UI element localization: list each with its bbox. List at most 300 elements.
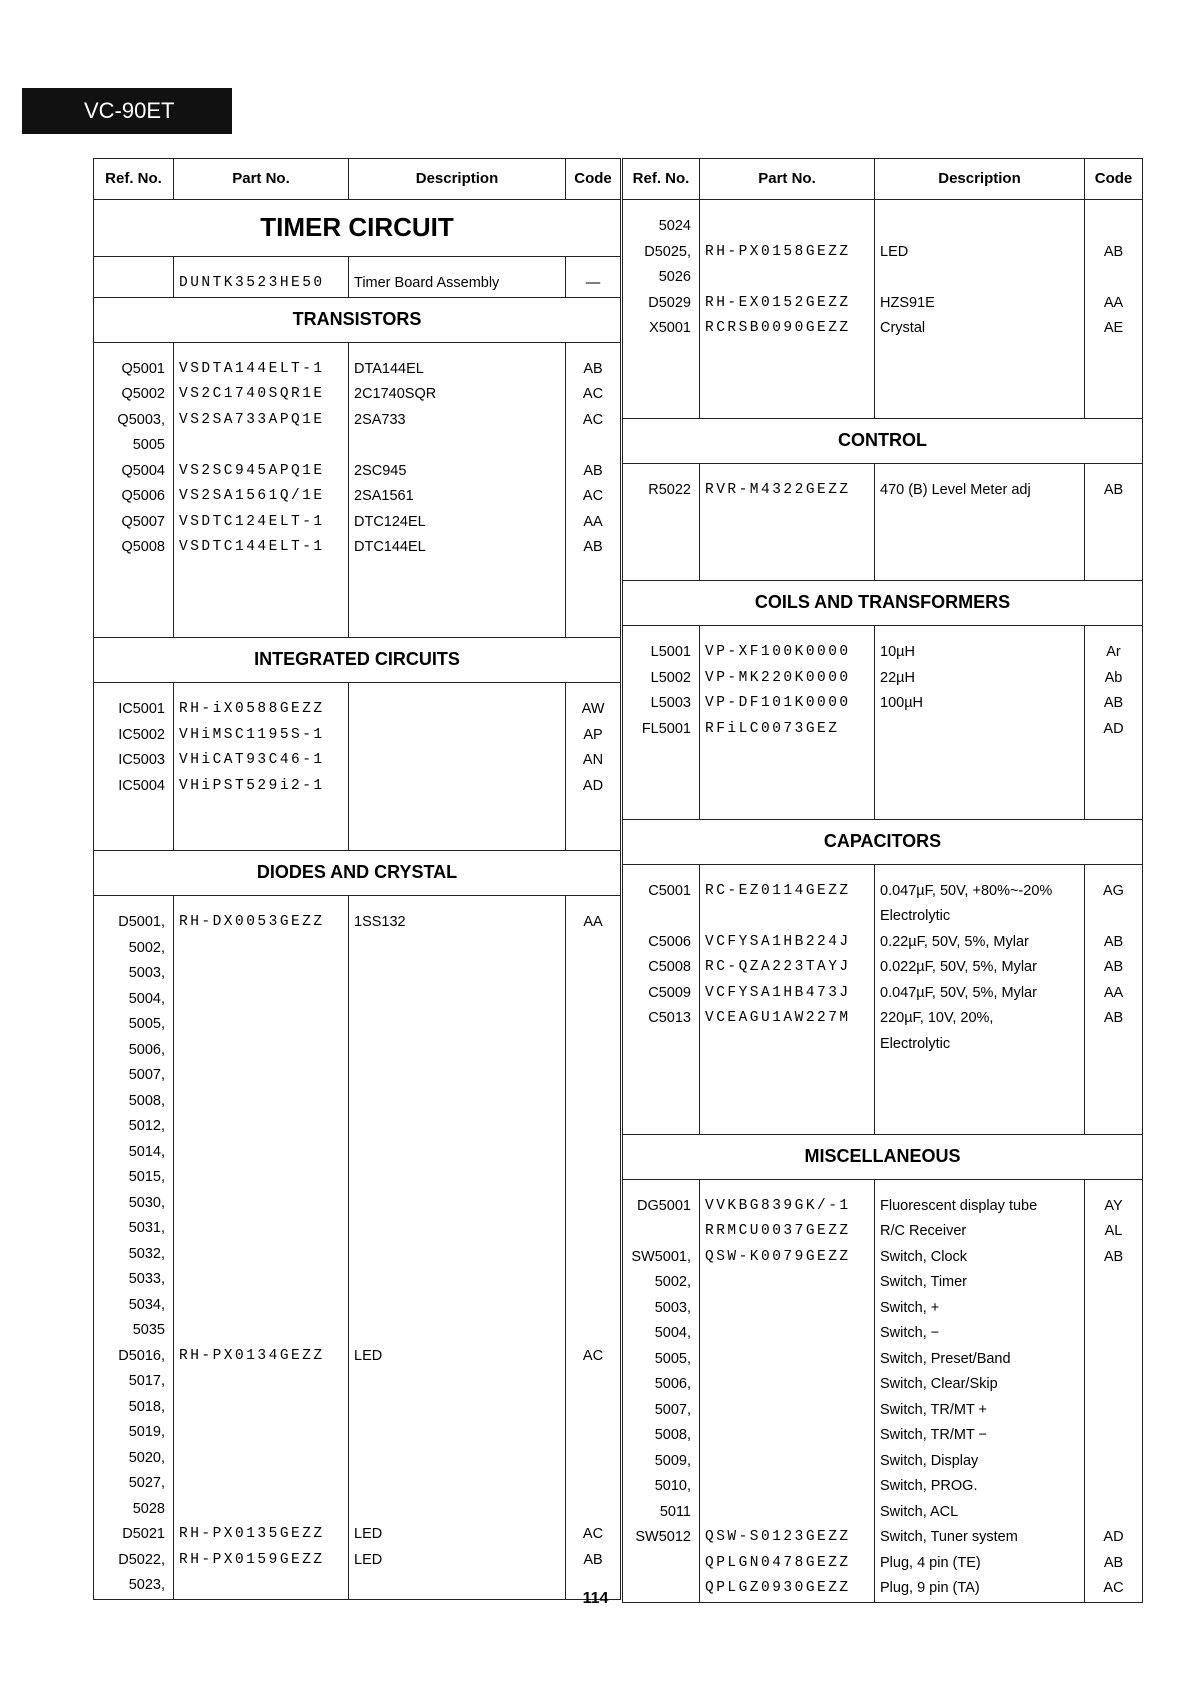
blank-cell (174, 799, 349, 825)
spacer-row (94, 683, 621, 698)
blank-cell (1085, 393, 1143, 419)
code-cell (1085, 1423, 1143, 1449)
ref-no-cell: IC5004 (94, 774, 174, 800)
description-cell (349, 1497, 566, 1523)
blank-cell (875, 555, 1085, 581)
description-cell: Electrolytic (875, 1032, 1085, 1058)
table-row (94, 408, 621, 434)
part-no-cell: RH-PX0158GEZZ (700, 240, 875, 266)
blank-cell (174, 586, 349, 612)
code-cell: AB (1085, 1006, 1143, 1032)
part-no-cell (174, 987, 349, 1013)
ref-no-cell: 5011 (623, 1500, 700, 1526)
part-no-cell (700, 1398, 875, 1424)
code-cell: AA (1085, 291, 1143, 317)
blank-cell (700, 1057, 875, 1083)
table-row (623, 265, 1143, 291)
description-cell: 2SC945 (349, 459, 566, 485)
ref-no-cell: 5009, (623, 1449, 700, 1475)
model-badge: VC-90ET (22, 88, 232, 134)
section-title: TRANSISTORS (94, 297, 621, 342)
blank-cell (566, 561, 621, 587)
description-cell (349, 987, 566, 1013)
blank-cell (700, 1108, 875, 1134)
table-row (94, 910, 621, 936)
blank-cell (700, 555, 875, 581)
part-no-cell: VCFYSA1HB224J (700, 930, 875, 956)
description-cell: Switch, TR/MT + (875, 1398, 1085, 1424)
spacer-cell (566, 257, 621, 272)
spacer-cell (700, 1179, 875, 1194)
code-cell (1085, 1474, 1143, 1500)
blank-cell (623, 342, 700, 368)
part-no-cell: VCFYSA1HB473J (700, 981, 875, 1007)
blank-cell (1085, 367, 1143, 393)
ref-no-cell: Q5001 (94, 357, 174, 383)
part-no-cell (174, 1140, 349, 1166)
parts-table-right (622, 158, 1143, 1603)
table-row (623, 717, 1143, 743)
part-no-cell (700, 1474, 875, 1500)
ref-no-cell (94, 271, 174, 297)
part-no-cell: RFiLC0073GEZ (700, 717, 875, 743)
code-cell (566, 1114, 621, 1140)
description-cell: 0.22µF, 50V, 5%, Mylar (875, 930, 1085, 956)
code-cell (566, 1242, 621, 1268)
ref-no-cell: 5005, (623, 1347, 700, 1373)
table-row (94, 697, 621, 723)
code-cell: AC (566, 382, 621, 408)
section-header (94, 851, 621, 896)
ref-no-cell: 5006, (94, 1038, 174, 1064)
col-desc-header: Description (349, 159, 566, 200)
description-cell: Switch, Display (875, 1449, 1085, 1475)
ref-no-cell: 5033, (94, 1267, 174, 1293)
description-cell: Fluorescent display tube (875, 1194, 1085, 1220)
part-no-cell (700, 1296, 875, 1322)
description-cell: Plug, 4 pin (TE) (875, 1551, 1085, 1577)
section-title: CONTROL (623, 419, 1143, 464)
part-no-cell (174, 1497, 349, 1523)
table-row (94, 1267, 621, 1293)
table-row (623, 1006, 1143, 1032)
ref-no-cell: 5017, (94, 1369, 174, 1395)
blank-cell (875, 1083, 1085, 1109)
ref-no-cell: 5018, (94, 1395, 174, 1421)
part-no-cell (700, 1423, 875, 1449)
table-row (94, 1012, 621, 1038)
part-no-cell: VP-DF101K0000 (700, 691, 875, 717)
table-row (94, 1548, 621, 1574)
col-part-header: Part No. (700, 159, 875, 200)
ref-no-cell: 5005, (94, 1012, 174, 1038)
table-row (623, 666, 1143, 692)
part-no-cell (174, 1446, 349, 1472)
table-row (94, 1522, 621, 1548)
part-no-cell: VSDTC144ELT-1 (174, 535, 349, 561)
ref-no-cell: X5001 (623, 316, 700, 342)
parts-table-left (93, 158, 621, 1600)
blank-cell (623, 555, 700, 581)
table-row (94, 1165, 621, 1191)
ref-no-cell: L5001 (623, 640, 700, 666)
code-cell: AB (1085, 930, 1143, 956)
spacer-cell (174, 342, 349, 357)
code-cell: AB (1085, 478, 1143, 504)
part-no-cell: VS2SA733APQ1E (174, 408, 349, 434)
table-row (94, 987, 621, 1013)
description-cell: Switch, − (875, 1321, 1085, 1347)
description-cell: DTC144EL (349, 535, 566, 561)
table-row (94, 1446, 621, 1472)
ref-no-cell: 5031, (94, 1216, 174, 1242)
spacer-cell (94, 683, 174, 698)
part-no-cell: VVKBG839GK/-1 (700, 1194, 875, 1220)
ref-no-cell: Q5002 (94, 382, 174, 408)
part-no-cell (700, 1449, 875, 1475)
ref-no-cell: D5022, (94, 1548, 174, 1574)
col-ref-header: Ref. No. (623, 159, 700, 200)
ref-no-cell: 5012, (94, 1114, 174, 1140)
table-row (94, 1344, 621, 1370)
description-cell: 1SS132 (349, 910, 566, 936)
blank-cell (623, 529, 700, 555)
spacer-cell (1085, 1179, 1143, 1194)
table-row (94, 1140, 621, 1166)
table-row (623, 1296, 1143, 1322)
part-no-cell (700, 1347, 875, 1373)
ref-no-cell: 5030, (94, 1191, 174, 1217)
blank-cell (1085, 555, 1143, 581)
code-cell: AB (566, 1548, 621, 1574)
blank-cell (94, 799, 174, 825)
blank-cell (1085, 342, 1143, 368)
code-cell: AA (566, 510, 621, 536)
spacer-cell (566, 342, 621, 357)
ref-no-cell: IC5002 (94, 723, 174, 749)
col-code-header: Code (1085, 159, 1143, 200)
spacer-row (94, 342, 621, 357)
spacer-cell (700, 864, 875, 879)
code-cell: AD (1085, 1525, 1143, 1551)
code-cell: Ab (1085, 666, 1143, 692)
ref-no-cell: 5002, (623, 1270, 700, 1296)
blank-cell (94, 586, 174, 612)
spacer-cell (349, 342, 566, 357)
blank-cell (700, 1083, 875, 1109)
table-row (623, 691, 1143, 717)
spacer-row (623, 626, 1143, 641)
spacer-cell (1085, 464, 1143, 479)
blank-cell (623, 367, 700, 393)
blank-cell (566, 612, 621, 638)
part-no-cell: QSW-S0123GEZZ (700, 1525, 875, 1551)
table-row (623, 955, 1143, 981)
part-no-cell (174, 1012, 349, 1038)
code-cell (566, 1063, 621, 1089)
spacer-cell (174, 896, 349, 911)
code-cell (566, 1293, 621, 1319)
part-no-cell (174, 1089, 349, 1115)
part-no-cell: RC-QZA223TAYJ (700, 955, 875, 981)
blank-cell (349, 561, 566, 587)
part-no-cell (174, 1420, 349, 1446)
description-cell (875, 265, 1085, 291)
table-row (623, 904, 1143, 930)
table-row (623, 1321, 1143, 1347)
code-cell (1085, 1449, 1143, 1475)
col-desc-header: Description (875, 159, 1085, 200)
ref-no-cell: FL5001 (623, 717, 700, 743)
part-no-cell: VS2SC945APQ1E (174, 459, 349, 485)
description-cell (349, 1318, 566, 1344)
spacer-cell (700, 200, 875, 215)
blank-cell (1085, 1083, 1143, 1109)
blank-cell (174, 561, 349, 587)
blank-cell (875, 1108, 1085, 1134)
code-cell: — (566, 271, 621, 297)
description-cell (349, 961, 566, 987)
description-cell: 220µF, 10V, 20%, (875, 1006, 1085, 1032)
section-title: TIMER CIRCUIT (94, 200, 621, 257)
blank-cell (623, 768, 700, 794)
description-cell (349, 1191, 566, 1217)
table-row (94, 1369, 621, 1395)
spacer-cell (623, 200, 700, 215)
description-cell: Timer Board Assembly (349, 271, 566, 297)
table-row (623, 1398, 1143, 1424)
part-no-cell (174, 1267, 349, 1293)
table-row (94, 1191, 621, 1217)
code-cell (1085, 265, 1143, 291)
code-cell (566, 1369, 621, 1395)
description-cell: Switch, PROG. (875, 1474, 1085, 1500)
table-row (94, 936, 621, 962)
spacer-cell (566, 683, 621, 698)
description-cell (349, 748, 566, 774)
table-row (623, 1500, 1143, 1526)
table-row (623, 1551, 1143, 1577)
ref-no-cell: 5008, (94, 1089, 174, 1115)
spacer-cell (1085, 864, 1143, 879)
table-row (94, 535, 621, 561)
ref-no-cell: 5020, (94, 1446, 174, 1472)
table-row (623, 478, 1143, 504)
ref-no-cell: 5032, (94, 1242, 174, 1268)
part-no-cell: VSDTC124ELT-1 (174, 510, 349, 536)
spacer-cell (700, 464, 875, 479)
table-row (623, 1525, 1143, 1551)
ref-no-cell: Q5003, (94, 408, 174, 434)
part-no-cell (700, 265, 875, 291)
code-cell: AN (566, 748, 621, 774)
table-row (623, 291, 1143, 317)
code-cell: AW (566, 697, 621, 723)
description-cell (349, 697, 566, 723)
blank-cell (623, 742, 700, 768)
ref-no-cell: 5026 (623, 265, 700, 291)
table-row (94, 484, 621, 510)
part-no-cell: RH-PX0135GEZZ (174, 1522, 349, 1548)
code-cell: AD (1085, 717, 1143, 743)
table-row (623, 640, 1143, 666)
description-cell: 0.047µF, 50V, +80%~-20% (875, 879, 1085, 905)
part-no-cell: RH-DX0053GEZZ (174, 910, 349, 936)
table-row (623, 1474, 1143, 1500)
spacer-row (94, 896, 621, 911)
ref-no-cell: 5006, (623, 1372, 700, 1398)
code-cell: AB (566, 535, 621, 561)
description-cell (349, 723, 566, 749)
blank-cell (875, 793, 1085, 819)
blank-row (623, 1108, 1143, 1134)
part-no-cell: RH-PX0134GEZZ (174, 1344, 349, 1370)
section-header (623, 419, 1143, 464)
description-cell: Switch, Tuner system (875, 1525, 1085, 1551)
code-cell (1085, 1321, 1143, 1347)
blank-cell (1085, 504, 1143, 530)
code-cell (566, 1191, 621, 1217)
description-cell: 0.047µF, 50V, 5%, Mylar (875, 981, 1085, 1007)
description-cell: 470 (B) Level Meter adj (875, 478, 1085, 504)
part-no-cell (174, 1293, 349, 1319)
ref-no-cell: R5022 (623, 478, 700, 504)
part-no-cell (174, 1038, 349, 1064)
table-row (623, 240, 1143, 266)
table-row (94, 1497, 621, 1523)
description-cell: Crystal (875, 316, 1085, 342)
description-cell (349, 1242, 566, 1268)
code-cell (566, 1497, 621, 1523)
blank-row (623, 529, 1143, 555)
part-no-cell: RRMCU0037GEZZ (700, 1219, 875, 1245)
part-no-cell (700, 214, 875, 240)
blank-cell (349, 825, 566, 851)
blank-cell (1085, 742, 1143, 768)
table-row (94, 1063, 621, 1089)
section-header (94, 638, 621, 683)
ref-no-cell: 5003, (623, 1296, 700, 1322)
blank-cell (623, 793, 700, 819)
part-no-cell (174, 936, 349, 962)
ref-no-cell: IC5003 (94, 748, 174, 774)
blank-row (94, 612, 621, 638)
table-row (94, 1114, 621, 1140)
description-cell: 0.022µF, 50V, 5%, Mylar (875, 955, 1085, 981)
code-cell (566, 936, 621, 962)
ref-no-cell: C5013 (623, 1006, 700, 1032)
code-cell (1085, 1032, 1143, 1058)
ref-no-cell: 5003, (94, 961, 174, 987)
part-no-cell: VP-XF100K0000 (700, 640, 875, 666)
blank-cell (566, 825, 621, 851)
blank-row (94, 825, 621, 851)
code-cell (566, 1089, 621, 1115)
code-cell: AC (566, 408, 621, 434)
page-number: 114 (582, 1590, 609, 1607)
description-cell: 22µH (875, 666, 1085, 692)
part-no-cell: VS2C1740SQR1E (174, 382, 349, 408)
description-cell (349, 1267, 566, 1293)
blank-cell (623, 1057, 700, 1083)
blank-cell (700, 529, 875, 555)
description-cell: Switch, ACL (875, 1500, 1085, 1526)
code-cell (566, 961, 621, 987)
code-cell: AY (1085, 1194, 1143, 1220)
part-no-cell: VHiCAT93C46-1 (174, 748, 349, 774)
code-cell (566, 1318, 621, 1344)
blank-cell (174, 825, 349, 851)
blank-cell (349, 586, 566, 612)
spacer-cell (623, 864, 700, 879)
ref-no-cell: SW5012 (623, 1525, 700, 1551)
description-cell: DTA144EL (349, 357, 566, 383)
spacer-cell (94, 257, 174, 272)
blank-row (94, 799, 621, 825)
description-cell (349, 1395, 566, 1421)
ref-no-cell: L5003 (623, 691, 700, 717)
part-no-cell: VP-MK220K0000 (700, 666, 875, 692)
description-cell (875, 214, 1085, 240)
description-cell (349, 1140, 566, 1166)
code-cell: AC (566, 1522, 621, 1548)
part-no-cell: RC-EZ0114GEZZ (700, 879, 875, 905)
part-no-cell (700, 1032, 875, 1058)
blank-cell (1085, 793, 1143, 819)
table-row (623, 981, 1143, 1007)
spacer-cell (875, 200, 1085, 215)
blank-row (623, 1083, 1143, 1109)
ref-no-cell: IC5001 (94, 697, 174, 723)
table-row (623, 1194, 1143, 1220)
part-no-cell (700, 1321, 875, 1347)
table-row (94, 357, 621, 383)
description-cell (349, 1114, 566, 1140)
spacer-row (623, 464, 1143, 479)
description-cell (349, 1165, 566, 1191)
description-cell: 2SA1561 (349, 484, 566, 510)
blank-cell (875, 1057, 1085, 1083)
table-row (94, 1318, 621, 1344)
code-cell (566, 987, 621, 1013)
table-row (94, 1293, 621, 1319)
code-cell: AA (1085, 981, 1143, 1007)
spacer-cell (875, 1179, 1085, 1194)
ref-no-cell: 5027, (94, 1471, 174, 1497)
part-no-cell (700, 1270, 875, 1296)
blank-row (623, 342, 1143, 368)
blank-cell (94, 561, 174, 587)
ref-no-cell: Q5007 (94, 510, 174, 536)
blank-cell (875, 529, 1085, 555)
blank-cell (623, 1083, 700, 1109)
blank-cell (1085, 1057, 1143, 1083)
description-cell (349, 1216, 566, 1242)
code-cell: AB (1085, 955, 1143, 981)
table-row (94, 1089, 621, 1115)
spacer-cell (875, 864, 1085, 879)
col-part-header: Part No. (174, 159, 349, 200)
part-no-cell (174, 1216, 349, 1242)
description-cell (349, 1063, 566, 1089)
blank-row (623, 768, 1143, 794)
part-no-cell: RH-iX0588GEZZ (174, 697, 349, 723)
part-no-cell (174, 433, 349, 459)
part-no-cell: VS2SA1561Q/1E (174, 484, 349, 510)
table-row (94, 723, 621, 749)
spacer-cell (174, 257, 349, 272)
description-cell (349, 1471, 566, 1497)
